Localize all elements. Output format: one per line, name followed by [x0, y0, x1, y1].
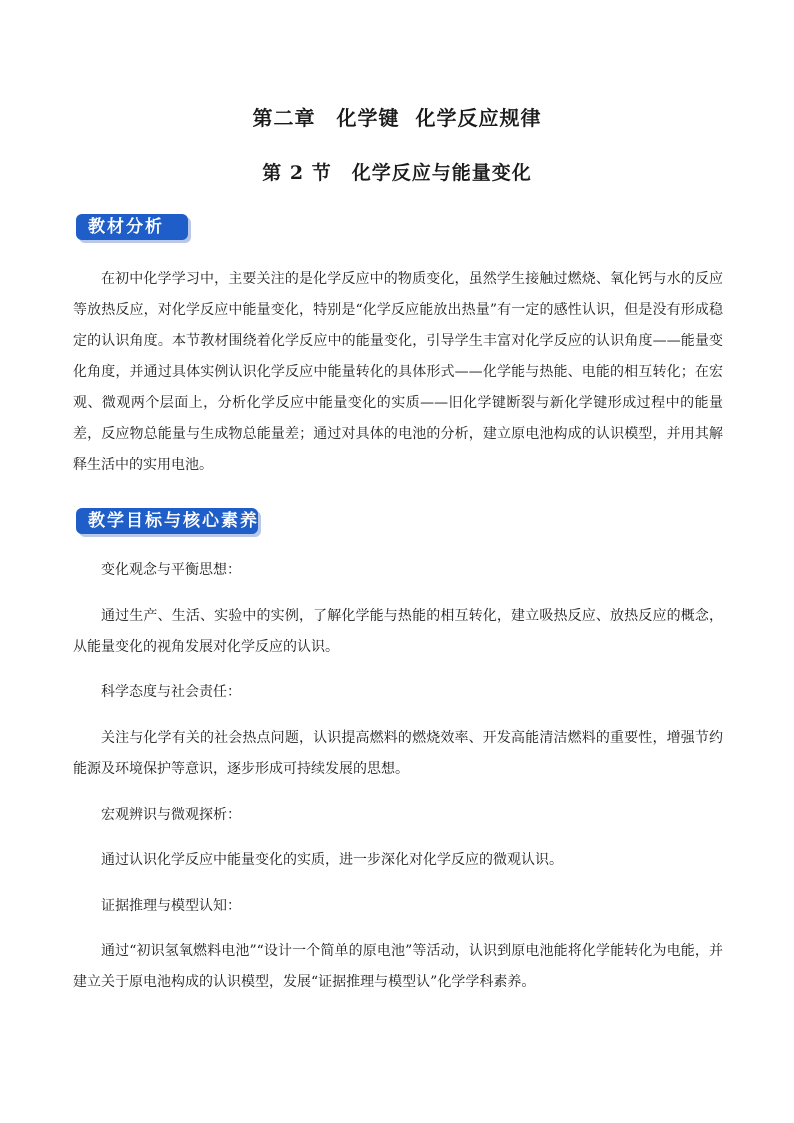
objective-label-3: 宏观辨识与微观探析：	[101, 807, 241, 823]
section-title: 第 2 节 化学反应与能量变化	[262, 162, 532, 184]
objective-label-2: 科学态度与社会责任：	[101, 684, 241, 700]
objective-text-1: 通过生产、生活、实验中的实例，了解化学能与热能的相互转化，建立吸热反应、放热反应的概念，从能量变化的视角发展对化学反应的认识。	[73, 608, 723, 655]
chapter-title: 第二章 化学键 化学反应规律	[252, 106, 542, 130]
objective-text-4: 通过“初识氢氧燃料电池”“设计一个简单的原电池”等活动，认识到原电池能将化学能转化为电能，并建立关于原电池构成的认识模型，发展“证据推理与模型认”化学学科素养。	[73, 943, 723, 990]
objective-text-2: 关注与化学有关的社会热点问题，认识提高燃料的燃烧效率、开发高能清洁燃料的重要性，增强节约能源及环境保护等意识，逐步形成可持续发展的思想。	[73, 730, 723, 777]
objectives-badge: 教学目标与核心素养	[76, 508, 258, 534]
objective-label-1: 变化观念与平衡思想：	[101, 562, 241, 578]
textbook-analysis-badge: 教材分析	[76, 214, 188, 240]
objective-text-3: 通过认识化学反应中能量变化的实质，进一步深化对化学反应的微观认识。	[101, 852, 563, 868]
objective-label-4: 证据推理与模型认知：	[101, 898, 241, 914]
textbook-analysis-paragraph: 在初中化学学习中，主要关注的是化学反应中的物质变化，虽然学生接触过燃烧、氧化钙与水的反应等放热反应，对化学反应中能量变化，特别是“化学反应能放出热量”有一定的感性认识，但是没有形成稳定的认识角度。本节教材围绕着化学反应中的能量变化，引导学生丰富对化学反应的认识角度——能量变化角度，并通过具体实例认识化学反应中能量转化的具体形式——化学能与热能、电能的相互转化；在宏观、微观两个层面上，分析化学反应中能量变化的实质——旧化学键断裂与新化学键形成过程中的能量差，反应物总能量与生成物总能量差；通过对具体的电池的分析，建立原电池构成的认识模型，并用其解释生活中的实用电池。	[73, 271, 723, 473]
